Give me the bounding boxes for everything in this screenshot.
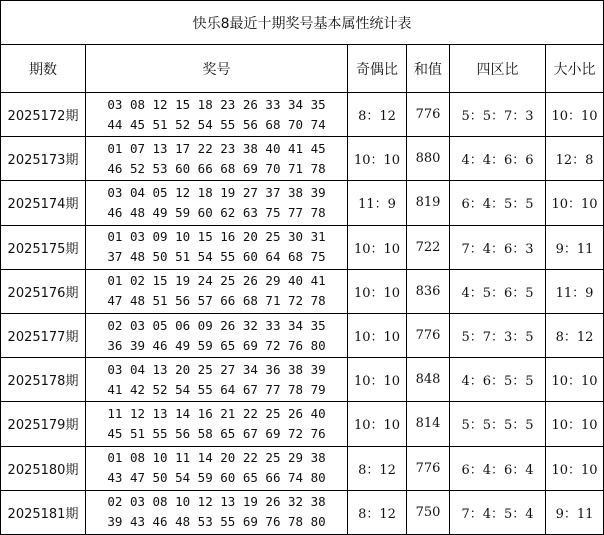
big-small-cell: 10：10 [546, 358, 604, 402]
table-row [1, 402, 604, 446]
numbers-line-2: 41 42 52 54 55 64 67 77 78 79 [107, 381, 326, 397]
period-cell: 2025177期 [1, 313, 86, 357]
period-cell: 2025175期 [1, 225, 86, 269]
period-cell: 2025181期 [1, 490, 86, 534]
table-row [1, 313, 604, 357]
header-numbers: 奖号 [86, 45, 348, 93]
period-cell: 2025174期 [1, 181, 86, 225]
numbers-line-1: 03 04 05 12 18 19 27 37 38 39 [107, 184, 326, 200]
numbers-line-2: 36 39 46 49 59 65 69 72 76 80 [107, 337, 326, 353]
odd-even-cell: 8：12 [348, 93, 407, 137]
table-row [1, 93, 604, 137]
odd-even-cell: 8：12 [348, 490, 407, 534]
numbers-line-2: 46 52 53 60 66 68 69 70 71 78 [107, 160, 326, 176]
big-small-cell: 10：10 [546, 446, 604, 490]
period-cell: 2025176期 [1, 269, 86, 313]
numbers-cell [86, 181, 348, 225]
numbers-line-1: 01 08 10 11 14 20 22 25 29 38 [107, 450, 326, 466]
sum-cell: 819 [407, 181, 450, 225]
odd-even-cell: 8：12 [348, 446, 407, 490]
table-title: 快乐8最近十期奖号基本属性统计表 [1, 1, 604, 45]
sum-cell: 814 [407, 402, 450, 446]
numbers-line-1: 01 02 15 19 24 25 26 29 40 41 [107, 273, 326, 289]
sum-cell: 750 [407, 490, 450, 534]
zone-cell: 4：5：6：5 [450, 269, 546, 313]
sum-cell: 836 [407, 269, 450, 313]
sum-cell: 776 [407, 446, 450, 490]
table-row [1, 181, 604, 225]
numbers-line-2: 43 47 50 54 59 60 65 66 74 80 [107, 470, 326, 486]
sum-cell: 776 [407, 93, 450, 137]
big-small-cell: 10：10 [546, 93, 604, 137]
table-row [1, 358, 604, 402]
odd-even-cell: 10：10 [348, 137, 407, 181]
table-row [1, 490, 604, 534]
odd-even-cell: 10：10 [348, 269, 407, 313]
numbers-line-2: 39 43 46 48 53 55 69 76 78 80 [107, 514, 326, 530]
sum-cell: 722 [407, 225, 450, 269]
sum-cell: 848 [407, 358, 450, 402]
table-row [1, 137, 604, 181]
big-small-cell: 9：11 [546, 490, 604, 534]
header-period: 期数 [1, 45, 86, 93]
zone-cell: 5：5：5：5 [450, 402, 546, 446]
header-zone: 四区比 [450, 45, 546, 93]
table-row [1, 269, 604, 313]
odd-even-cell: 10：10 [348, 225, 407, 269]
numbers-line-1: 01 07 13 17 22 23 38 40 41 45 [107, 140, 326, 156]
sum-cell: 776 [407, 313, 450, 357]
numbers-cell [86, 137, 348, 181]
period-cell: 2025173期 [1, 137, 86, 181]
header-row [1, 45, 604, 93]
period-cell: 2025179期 [1, 402, 86, 446]
numbers-line-1: 02 03 05 06 09 26 32 33 34 35 [107, 317, 326, 333]
numbers-cell [86, 490, 348, 534]
odd-even-cell: 11：9 [348, 181, 407, 225]
numbers-cell [86, 269, 348, 313]
numbers-cell [86, 225, 348, 269]
sum-cell: 880 [407, 137, 450, 181]
zone-cell: 5：7：3：5 [450, 313, 546, 357]
header-big-small: 大小比 [546, 45, 604, 93]
period-cell: 2025178期 [1, 358, 86, 402]
numbers-line-1: 02 03 08 10 12 13 19 26 32 38 [107, 494, 326, 510]
big-small-cell: 11：9 [546, 269, 604, 313]
odd-even-cell: 10：10 [348, 358, 407, 402]
numbers-line-1: 03 04 13 20 25 27 34 36 38 39 [107, 361, 326, 377]
big-small-cell: 10：10 [546, 402, 604, 446]
zone-cell: 7：4：6：3 [450, 225, 546, 269]
numbers-line-1: 03 08 12 15 18 23 26 33 34 35 [107, 96, 326, 112]
numbers-line-2: 44 45 51 52 54 55 56 68 70 74 [107, 116, 326, 132]
numbers-line-1: 01 03 09 10 15 16 20 25 30 31 [107, 229, 326, 245]
zone-cell: 4：6：5：5 [450, 358, 546, 402]
odd-even-cell: 10：10 [348, 313, 407, 357]
numbers-cell [86, 358, 348, 402]
big-small-cell: 12：8 [546, 137, 604, 181]
header-odd-even: 奇偶比 [348, 45, 407, 93]
numbers-cell [86, 313, 348, 357]
numbers-cell [86, 93, 348, 137]
odd-even-cell: 10：10 [348, 402, 407, 446]
big-small-cell: 9：11 [546, 225, 604, 269]
zone-cell: 6：4：6：4 [450, 446, 546, 490]
zone-cell: 5：5：7：3 [450, 93, 546, 137]
header-sum: 和值 [407, 45, 450, 93]
period-cell: 2025172期 [1, 93, 86, 137]
period-cell: 2025180期 [1, 446, 86, 490]
numbers-line-2: 45 51 55 56 58 65 67 69 72 76 [107, 425, 326, 441]
numbers-line-2: 37 48 50 51 54 55 60 64 68 75 [107, 249, 326, 265]
numbers-line-2: 46 48 49 59 60 62 63 75 77 78 [107, 204, 326, 220]
numbers-line-2: 47 48 51 56 57 66 68 71 72 78 [107, 293, 326, 309]
numbers-line-1: 11 12 13 14 16 21 22 25 26 40 [107, 405, 326, 421]
zone-cell: 4：4：6：6 [450, 137, 546, 181]
zone-cell: 6：4：5：5 [450, 181, 546, 225]
title-row [1, 1, 604, 45]
numbers-cell [86, 446, 348, 490]
numbers-cell [86, 402, 348, 446]
table-row [1, 446, 604, 490]
table-row [1, 225, 604, 269]
big-small-cell: 8：12 [546, 313, 604, 357]
big-small-cell: 10：10 [546, 181, 604, 225]
zone-cell: 7：4：5：4 [450, 490, 546, 534]
